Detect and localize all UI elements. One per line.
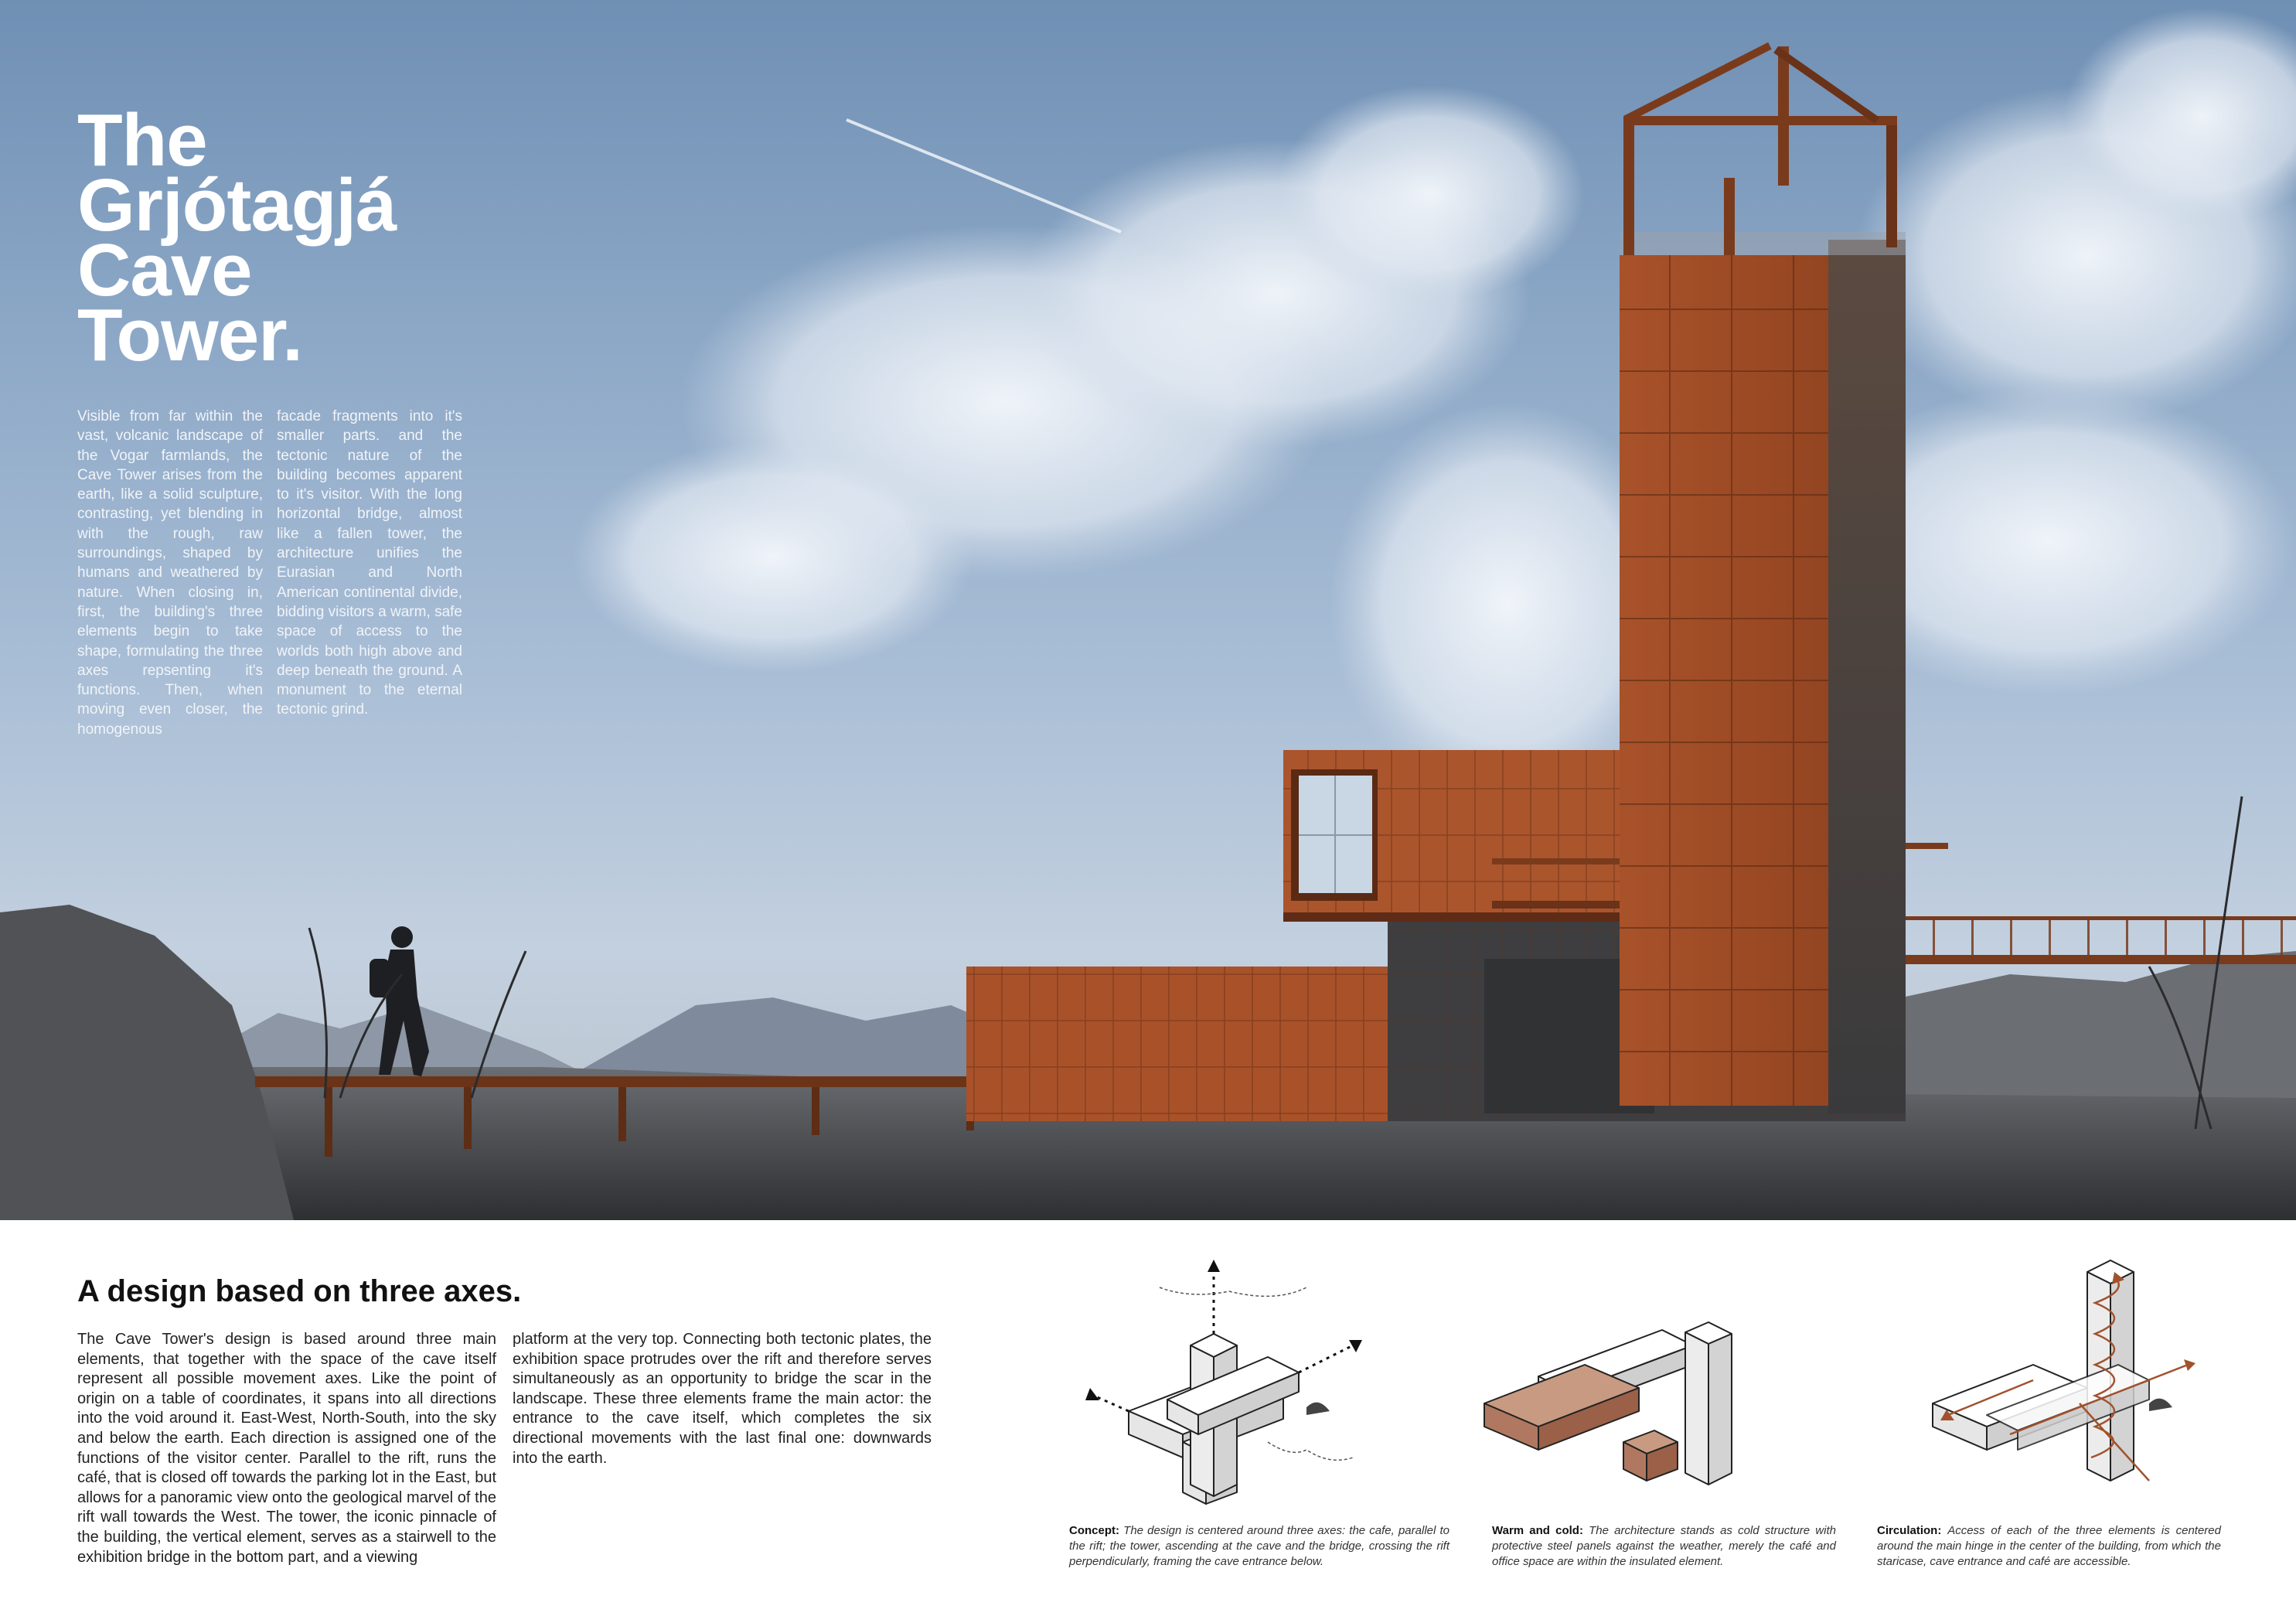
- caption-circulation: [1877, 1523, 2221, 1570]
- section-body-column-2: platform at the very top. Connecting both tectonic plates, the exhibition space protrudes over the rift and therefore serves simultaneously as an opportunity to bridge the scar in the landscape. These three elements frame the main actor: the entrance to the cave itself, which completes the six directional movements with the last final one: downwards into the earth.: [513, 1331, 932, 1467]
- title-line-1: The: [77, 99, 207, 182]
- caption-warm-cold-text: The architecture stands as cold structure with protective steel panels against the weather, merely the café and office space are within the insulated element.: [1492, 1524, 1836, 1568]
- contrail: [847, 120, 1121, 232]
- caption-concept: [1069, 1523, 1449, 1570]
- warm-cold-diagram: [1469, 1249, 1747, 1519]
- caption-warm-cold: [1492, 1523, 1836, 1570]
- tower: [1620, 43, 1906, 1113]
- page-title: [77, 99, 397, 377]
- concept-diagram: [1075, 1249, 1399, 1519]
- caption-concept-label: Concept:: [1069, 1524, 1124, 1537]
- section-heading: A design based on three axes.: [77, 1274, 522, 1308]
- title-line-3: Cave: [77, 229, 252, 312]
- clouds: [572, 8, 2296, 804]
- caption-warm-cold-label: Warm and cold:: [1492, 1524, 1589, 1537]
- caption-circulation-label: Circulation:: [1877, 1524, 1948, 1537]
- title-line-4: Tower.: [77, 294, 302, 377]
- intro-column-2: facade fragments into it's smaller parts. and the tectonic nature of the building becomes apparent to it's visitor. With the long horizontal bridge, almost like a fallen tower, the architecture unifies the Eurasian and North American continental divide, bidding visitors a warm, safe space of access to the worlds both high above and deep beneath the ground. A monument to the eternal tectonic grind.: [277, 408, 462, 718]
- title-line-2: Grjótagjá: [77, 164, 397, 247]
- caption-circulation-text: Access of each of the three elements is centered around the main hinge in the center of the building, from which the staricase, cave entrance and café are accessible.: [1877, 1524, 2221, 1568]
- circulation-diagram: [1917, 1249, 2211, 1519]
- caption-concept-text: The design is centered around three axes: the cafe, parallel to the rift; the tower, ascending at the cave and the bridge, crossing the rift perpendicularly, framing the cave entrance below.: [1069, 1524, 1449, 1568]
- right-bridge: [1902, 843, 2296, 964]
- section-body-column-1: The Cave Tower's design is based around three main elements, that together with the space of the cave itself represent all possible movement axes. Like the point of origin on a table of coordinates, it spans into all directions into the void around it. East-West, North-South, into the sky and below the earth. Each direction is assigned one of the functions of the visitor center. Parallel to the rift, runs the café, that is closed off towards the parking lot in the East, but allows for a panoramic view onto the geological marvel of the rift wall towards the West. The tower, the iconic pinnacle of the building, the vertical element, serves as a stairwell to the exhibition bridge in the bottom part, and a viewing: [77, 1331, 496, 1566]
- intro-column-1: Visible from far within the vast, volcanic landscape of the Vogar farmlands, the Cave Tower arises from the earth, like a solid sculpture, contrasting, yet blending in with the rough, raw surroundings, shaped by humans and weathered by nature. When closing in, first, the building's three elements begin to take shape, formulating the three axes repsenting it's functions. Then, when moving even closer, the homogenous: [77, 408, 263, 738]
- mountains-center: [572, 997, 1005, 1083]
- rock-left: [0, 905, 294, 1220]
